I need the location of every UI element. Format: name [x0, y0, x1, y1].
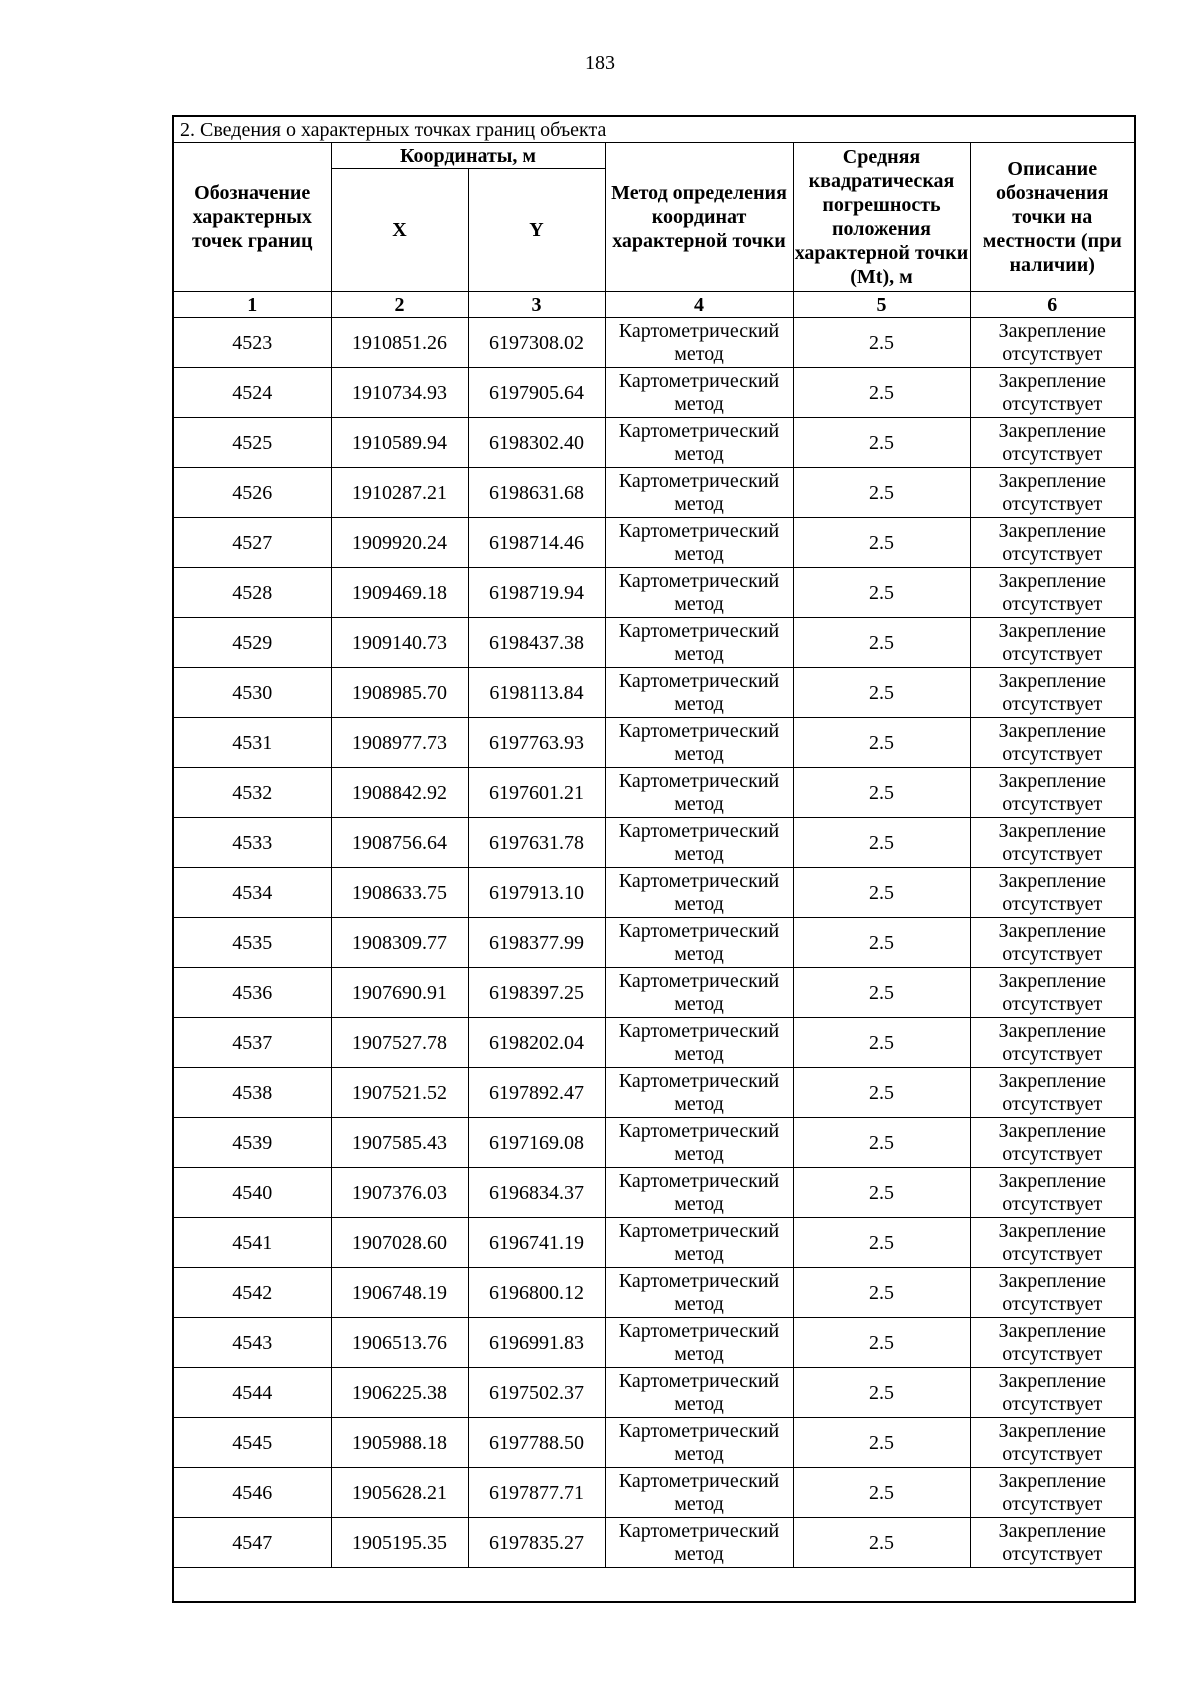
method-cell: Картометрический метод: [605, 1418, 793, 1468]
header-coordinates: Координаты, м: [331, 143, 605, 169]
y-coordinate-cell: 6198202.04: [468, 1018, 605, 1068]
table-row: [173, 1518, 1135, 1568]
error-cell: 2.5: [793, 1368, 970, 1418]
table-row: [173, 968, 1135, 1018]
y-coordinate-cell: 6197877.71: [468, 1468, 605, 1518]
description-cell: Закрепление отсутствует: [970, 468, 1135, 518]
header-designation: Обозначение характерных точек границ: [173, 143, 331, 292]
error-cell: 2.5: [793, 568, 970, 618]
y-coordinate-cell: 6198377.99: [468, 918, 605, 968]
x-coordinate-cell: 1907028.60: [331, 1218, 468, 1268]
column-number: 5: [793, 292, 970, 318]
x-coordinate-cell: 1910851.26: [331, 318, 468, 368]
table-row: [173, 1118, 1135, 1168]
method-cell: Картометрический метод: [605, 568, 793, 618]
error-cell: 2.5: [793, 918, 970, 968]
column-number: 1: [173, 292, 331, 318]
error-cell: 2.5: [793, 518, 970, 568]
description-cell: Закрепление отсутствует: [970, 1218, 1135, 1268]
point-id-cell: 4544: [173, 1368, 331, 1418]
error-cell: 2.5: [793, 318, 970, 368]
method-cell: Картометрический метод: [605, 1468, 793, 1518]
description-cell: Закрепление отсутствует: [970, 768, 1135, 818]
table-row: [173, 568, 1135, 618]
error-cell: 2.5: [793, 1468, 970, 1518]
table-row: [173, 768, 1135, 818]
method-cell: Картометрический метод: [605, 1268, 793, 1318]
x-coordinate-cell: 1905628.21: [331, 1468, 468, 1518]
y-coordinate-cell: 6198302.40: [468, 418, 605, 468]
table-row: [173, 1218, 1135, 1268]
y-coordinate-cell: 6197601.21: [468, 768, 605, 818]
page-number: 183: [585, 52, 615, 74]
boundary-points-table: [172, 115, 1136, 1603]
table-row: [173, 1018, 1135, 1068]
error-cell: 2.5: [793, 1118, 970, 1168]
method-cell: Картометрический метод: [605, 468, 793, 518]
method-cell: Картометрический метод: [605, 668, 793, 718]
error-cell: 2.5: [793, 868, 970, 918]
point-id-cell: 4523: [173, 318, 331, 368]
point-id-cell: 4530: [173, 668, 331, 718]
point-id-cell: 4525: [173, 418, 331, 468]
point-id-cell: 4547: [173, 1518, 331, 1568]
method-cell: Картометрический метод: [605, 368, 793, 418]
y-coordinate-cell: 6198714.46: [468, 518, 605, 568]
table-row: [173, 918, 1135, 968]
method-cell: Картометрический метод: [605, 1168, 793, 1218]
y-coordinate-cell: 6198631.68: [468, 468, 605, 518]
y-coordinate-cell: 6197892.47: [468, 1068, 605, 1118]
x-coordinate-cell: 1910734.93: [331, 368, 468, 418]
description-cell: Закрепление отсутствует: [970, 1068, 1135, 1118]
table-row: [173, 868, 1135, 918]
y-coordinate-cell: 6198719.94: [468, 568, 605, 618]
error-cell: 2.5: [793, 1518, 970, 1568]
x-coordinate-cell: 1910589.94: [331, 418, 468, 468]
column-number: 3: [468, 292, 605, 318]
error-cell: 2.5: [793, 418, 970, 468]
error-cell: 2.5: [793, 1418, 970, 1468]
error-cell: 2.5: [793, 1268, 970, 1318]
description-cell: Закрепление отсутствует: [970, 518, 1135, 568]
table-row: [173, 1168, 1135, 1218]
description-cell: Закрепление отсутствует: [970, 1018, 1135, 1068]
method-cell: Картометрический метод: [605, 1018, 793, 1068]
point-id-cell: 4531: [173, 718, 331, 768]
method-cell: Картометрический метод: [605, 618, 793, 668]
error-cell: 2.5: [793, 968, 970, 1018]
method-cell: Картометрический метод: [605, 318, 793, 368]
method-cell: Картометрический метод: [605, 1118, 793, 1168]
x-coordinate-cell: 1906513.76: [331, 1318, 468, 1368]
method-cell: Картометрический метод: [605, 418, 793, 468]
point-id-cell: 4533: [173, 818, 331, 868]
method-cell: Картометрический метод: [605, 968, 793, 1018]
y-coordinate-cell: 6197913.10: [468, 868, 605, 918]
description-cell: Закрепление отсутствует: [970, 418, 1135, 468]
x-coordinate-cell: 1908309.77: [331, 918, 468, 968]
table-row: [173, 318, 1135, 368]
description-cell: Закрепление отсутствует: [970, 1368, 1135, 1418]
y-coordinate-cell: 6196741.19: [468, 1218, 605, 1268]
description-cell: Закрепление отсутствует: [970, 968, 1135, 1018]
table-row: [173, 418, 1135, 468]
header-method: Метод определения координат характерной точки: [605, 143, 793, 292]
description-cell: Закрепление отсутствует: [970, 1318, 1135, 1368]
point-id-cell: 4527: [173, 518, 331, 568]
x-coordinate-cell: 1909920.24: [331, 518, 468, 568]
method-cell: Картометрический метод: [605, 1318, 793, 1368]
header-y: Y: [468, 169, 605, 292]
method-cell: Картометрический метод: [605, 868, 793, 918]
method-cell: Картометрический метод: [605, 718, 793, 768]
table-row: [173, 618, 1135, 668]
error-cell: 2.5: [793, 668, 970, 718]
table-row: [173, 1418, 1135, 1468]
description-cell: Закрепление отсутствует: [970, 368, 1135, 418]
table-row: [173, 1068, 1135, 1118]
x-coordinate-cell: 1906225.38: [331, 1368, 468, 1418]
table-row: [173, 718, 1135, 768]
table-caption: 2. Сведения о характерных точках границ объекта: [173, 116, 1135, 143]
y-coordinate-cell: 6198113.84: [468, 668, 605, 718]
header-x: X: [331, 169, 468, 292]
x-coordinate-cell: 1907527.78: [331, 1018, 468, 1068]
point-id-cell: 4539: [173, 1118, 331, 1168]
point-id-cell: 4536: [173, 968, 331, 1018]
error-cell: 2.5: [793, 1168, 970, 1218]
description-cell: Закрепление отсутствует: [970, 918, 1135, 968]
x-coordinate-cell: 1908756.64: [331, 818, 468, 868]
y-coordinate-cell: 6196800.12: [468, 1268, 605, 1318]
table-row: [173, 368, 1135, 418]
point-id-cell: 4543: [173, 1318, 331, 1368]
table-row: [173, 1318, 1135, 1368]
error-cell: 2.5: [793, 468, 970, 518]
method-cell: Картометрический метод: [605, 1218, 793, 1268]
x-coordinate-cell: 1909469.18: [331, 568, 468, 618]
y-coordinate-cell: 6196834.37: [468, 1168, 605, 1218]
error-cell: 2.5: [793, 768, 970, 818]
column-number: 4: [605, 292, 793, 318]
x-coordinate-cell: 1905988.18: [331, 1418, 468, 1468]
description-cell: Закрепление отсутствует: [970, 868, 1135, 918]
method-cell: Картометрический метод: [605, 1518, 793, 1568]
x-coordinate-cell: 1907690.91: [331, 968, 468, 1018]
y-coordinate-cell: 6197788.50: [468, 1418, 605, 1468]
empty-end-row: [173, 1568, 1135, 1603]
error-cell: 2.5: [793, 1318, 970, 1368]
description-cell: Закрепление отсутствует: [970, 1268, 1135, 1318]
error-cell: 2.5: [793, 1218, 970, 1268]
x-coordinate-cell: 1906748.19: [331, 1268, 468, 1318]
y-coordinate-cell: 6197905.64: [468, 368, 605, 418]
error-cell: 2.5: [793, 368, 970, 418]
table-row: [173, 1368, 1135, 1418]
method-cell: Картометрический метод: [605, 1068, 793, 1118]
y-coordinate-cell: 6197502.37: [468, 1368, 605, 1418]
column-number: 6: [970, 292, 1135, 318]
x-coordinate-cell: 1908985.70: [331, 668, 468, 718]
x-coordinate-cell: 1907521.52: [331, 1068, 468, 1118]
column-number: 2: [331, 292, 468, 318]
y-coordinate-cell: 6197835.27: [468, 1518, 605, 1568]
y-coordinate-cell: 6197631.78: [468, 818, 605, 868]
table-row: [173, 518, 1135, 568]
header-error: Средняя квадратическая погрешность положения характерной точки (Mt), м: [793, 143, 970, 292]
method-cell: Картометрический метод: [605, 818, 793, 868]
x-coordinate-cell: 1908842.92: [331, 768, 468, 818]
table-row: [173, 1268, 1135, 1318]
description-cell: Закрепление отсутствует: [970, 818, 1135, 868]
x-coordinate-cell: 1907376.03: [331, 1168, 468, 1218]
point-id-cell: 4541: [173, 1218, 331, 1268]
table-row: [173, 818, 1135, 868]
point-id-cell: 4529: [173, 618, 331, 668]
y-coordinate-cell: 6197763.93: [468, 718, 605, 768]
x-coordinate-cell: 1910287.21: [331, 468, 468, 518]
point-id-cell: 4535: [173, 918, 331, 968]
point-id-cell: 4528: [173, 568, 331, 618]
description-cell: Закрепление отсутствует: [970, 718, 1135, 768]
x-coordinate-cell: 1905195.35: [331, 1518, 468, 1568]
column-number-row: [173, 292, 1135, 318]
description-cell: Закрепление отсутствует: [970, 318, 1135, 368]
empty-cell: [173, 1568, 1135, 1603]
description-cell: Закрепление отсутствует: [970, 618, 1135, 668]
y-coordinate-cell: 6198437.38: [468, 618, 605, 668]
x-coordinate-cell: 1907585.43: [331, 1118, 468, 1168]
header-description: Описание обозначения точки на местности (при наличии): [970, 143, 1135, 292]
method-cell: Картометрический метод: [605, 518, 793, 568]
point-id-cell: 4524: [173, 368, 331, 418]
point-id-cell: 4540: [173, 1168, 331, 1218]
description-cell: Закрепление отсутствует: [970, 1518, 1135, 1568]
error-cell: 2.5: [793, 1018, 970, 1068]
table-row: [173, 668, 1135, 718]
description-cell: Закрепление отсутствует: [970, 1418, 1135, 1468]
point-id-cell: 4545: [173, 1418, 331, 1468]
y-coordinate-cell: 6197308.02: [468, 318, 605, 368]
error-cell: 2.5: [793, 818, 970, 868]
point-id-cell: 4526: [173, 468, 331, 518]
y-coordinate-cell: 6196991.83: [468, 1318, 605, 1368]
y-coordinate-cell: 6198397.25: [468, 968, 605, 1018]
method-cell: Картометрический метод: [605, 918, 793, 968]
y-coordinate-cell: 6197169.08: [468, 1118, 605, 1168]
description-cell: Закрепление отсутствует: [970, 1468, 1135, 1518]
point-id-cell: 4546: [173, 1468, 331, 1518]
point-id-cell: 4542: [173, 1268, 331, 1318]
x-coordinate-cell: 1908977.73: [331, 718, 468, 768]
point-id-cell: 4537: [173, 1018, 331, 1068]
error-cell: 2.5: [793, 618, 970, 668]
method-cell: Картометрический метод: [605, 768, 793, 818]
description-cell: Закрепление отсутствует: [970, 1118, 1135, 1168]
x-coordinate-cell: 1908633.75: [331, 868, 468, 918]
table-row: [173, 1468, 1135, 1518]
table-row: [173, 468, 1135, 518]
description-cell: Закрепление отсутствует: [970, 1168, 1135, 1218]
description-cell: Закрепление отсутствует: [970, 568, 1135, 618]
point-id-cell: 4534: [173, 868, 331, 918]
x-coordinate-cell: 1909140.73: [331, 618, 468, 668]
method-cell: Картометрический метод: [605, 1368, 793, 1418]
error-cell: 2.5: [793, 1068, 970, 1118]
error-cell: 2.5: [793, 718, 970, 768]
point-id-cell: 4532: [173, 768, 331, 818]
point-id-cell: 4538: [173, 1068, 331, 1118]
description-cell: Закрепление отсутствует: [970, 668, 1135, 718]
